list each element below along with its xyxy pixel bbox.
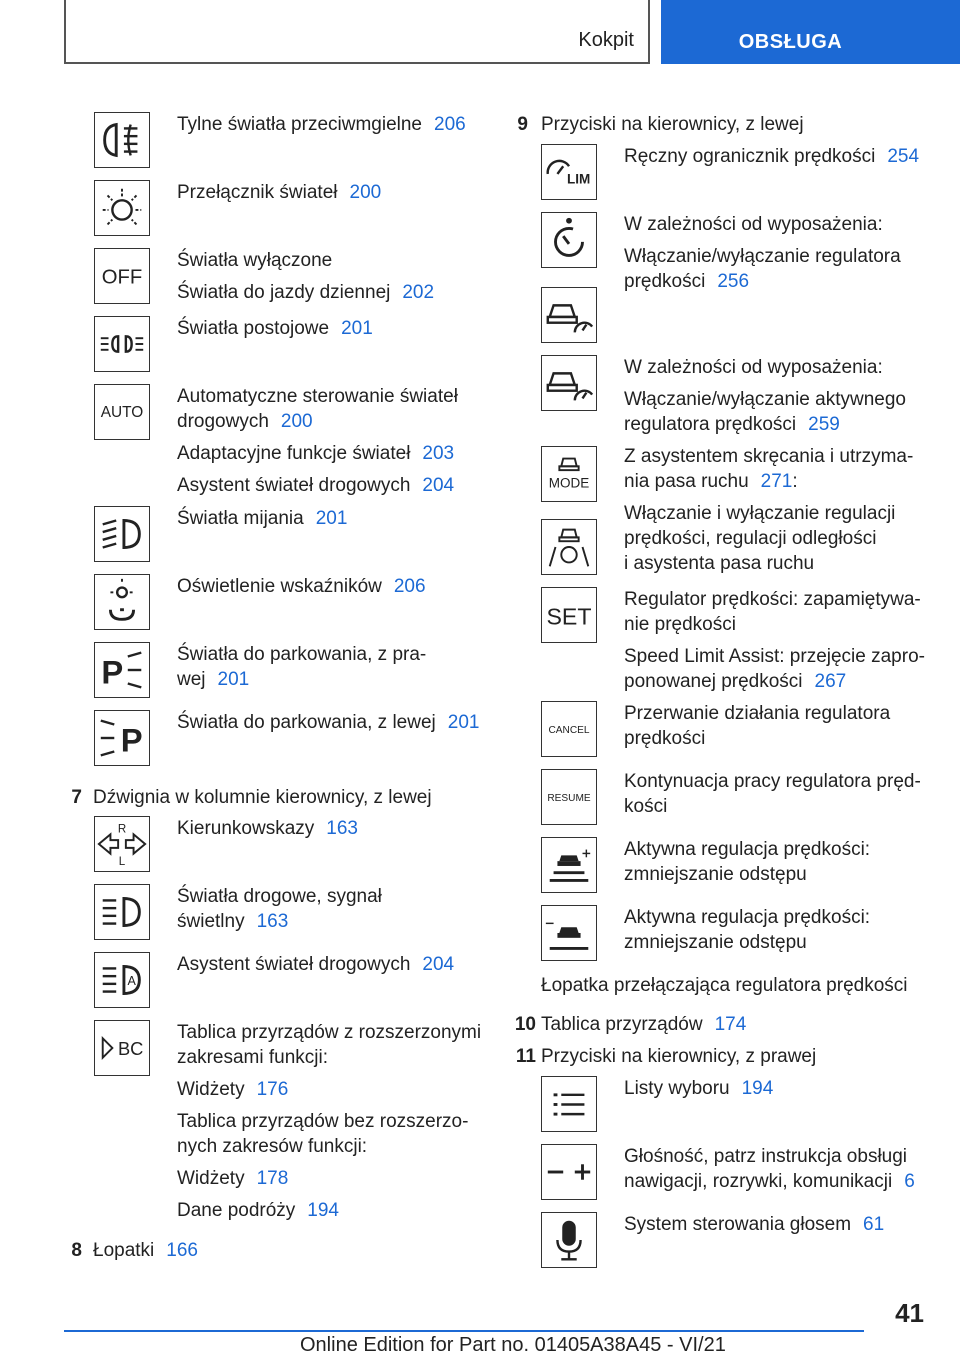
instrument-lighting-label: Oświetlenie wskaźników 206: [177, 576, 426, 597]
widgets-label: Widżety 176: [177, 1079, 289, 1100]
parking-light-right-icon: [94, 642, 150, 698]
page-link[interactable]: 204: [422, 954, 455, 975]
high-beam-label: Światła drogowe, sygnał: [177, 886, 382, 907]
light-switch-label: Przełącznik świateł 200: [177, 182, 382, 203]
page-link[interactable]: 206: [393, 576, 426, 597]
lane-assist-label-2: prędkości, regulacji odległości: [624, 528, 877, 549]
page-link[interactable]: 201: [447, 712, 480, 733]
turn-signal-label: Kierunkowskazy 163: [177, 818, 358, 839]
lane-assist-label: Włączanie i wyłączanie regulacji: [624, 503, 896, 524]
auto-lights-icon: [94, 384, 150, 440]
distance-minus-label-2: zmniejszanie odstępu: [624, 932, 807, 953]
volume-label-2: nawigacji, rozrywki, komunikacji 6: [624, 1171, 915, 1192]
speed-limit-assist-label-2: ponowanej prędkości 267: [624, 671, 847, 692]
high-beam-assistant-icon: [94, 952, 150, 1008]
cancel-label: Przerwanie działania regulatora: [624, 703, 891, 724]
speed-limiter-label: Ręczny ogranicznik prędkości 254: [624, 146, 920, 167]
volume-label: Głośność, patrz instrukcja obsługi: [624, 1146, 908, 1167]
resume-label: Kontynuacja pracy regulatora pręd-: [624, 771, 921, 792]
distance-minus-label: Aktywna regulacja prędkości:: [624, 907, 871, 928]
cancel-label-2: prędkości: [624, 728, 706, 749]
trip-data-label: Dane podróży 194: [177, 1200, 339, 1221]
footer-divider: [64, 1330, 864, 1332]
svg-text:CANCEL: CANCEL: [548, 724, 590, 736]
speed-limiter-icon: [541, 144, 597, 200]
section-title: Tablica przyrządów 174: [541, 1014, 747, 1035]
page-link[interactable]: 201: [315, 508, 348, 529]
page-link[interactable]: 163: [326, 818, 358, 839]
page-number: 41: [895, 1298, 924, 1328]
page-link[interactable]: 254: [887, 146, 920, 167]
page-link[interactable]: 201: [217, 669, 250, 690]
low-beam-icon: [94, 506, 150, 562]
cluster-basic-label-2: nych zakresów funkcji:: [177, 1136, 368, 1157]
instrument-lighting-icon: [94, 574, 150, 630]
voice-control-label: System sterowania głosem 61: [624, 1214, 885, 1235]
page-link[interactable]: 6: [904, 1171, 915, 1192]
mode-icon: [541, 446, 597, 502]
low-beam-label: Światła mijania 201: [177, 508, 348, 529]
section-title: Przyciski na kierownicy, z prawej: [541, 1046, 817, 1067]
lights-off-icon: [94, 248, 150, 304]
page-link[interactable]: 267: [814, 671, 847, 692]
widgets-label-2: Widżety 178: [177, 1168, 289, 1189]
section-title: Łopatki 166: [93, 1240, 198, 1261]
set-label: Regulator prędkości: zapamiętywa-: [624, 589, 921, 610]
parking-right-label: Światła do parkowania, z pra-: [177, 644, 427, 665]
daytime-lights-label: Światła do jazdy dziennej 202: [177, 282, 435, 303]
cruise-label: Włączanie/wyłączanie regulatora: [624, 246, 901, 267]
svg-text:LIM: LIM: [567, 171, 591, 187]
parking-lights-icon: [94, 316, 150, 372]
svg-text:RESUME: RESUME: [547, 792, 591, 804]
active-cruise-icon: [541, 287, 597, 343]
light-switch-icon: [94, 180, 150, 236]
svg-text:SET: SET: [546, 603, 592, 630]
parking-light-left-icon: [94, 710, 150, 766]
resume-label-2: kości: [624, 796, 668, 817]
svg-text:L: L: [118, 856, 126, 869]
speed-limit-assist-label: Speed Limit Assist: przejęcie zapro-: [624, 646, 925, 667]
page-link[interactable]: 256: [717, 271, 750, 292]
list-icon: [541, 1076, 597, 1132]
svg-text:MODE: MODE: [548, 475, 590, 491]
cluster-ext-label: Tablica przyrządów z rozszerzonymi: [177, 1022, 482, 1043]
header-section: Kokpit: [578, 29, 634, 51]
section-title: Dźwignia w kolumnie kierownicy, z lewej: [93, 787, 432, 808]
active-cruise-label-2: regulatora prędkości 259: [624, 414, 840, 435]
header-section-box: [64, 0, 650, 64]
selection-lists-label: Listy wyboru 194: [624, 1078, 774, 1099]
equipment-note: W zależności od wyposażenia:: [624, 357, 883, 378]
steering-assist-label-2: nia pasa ruchu 271:: [624, 471, 798, 492]
svg-text:P: P: [101, 653, 124, 691]
cluster-ext-label-2: zakresami funkcji:: [177, 1047, 328, 1068]
section-number: 10: [514, 1014, 536, 1035]
high-beam-label-2: świetlny 163: [177, 911, 289, 932]
equipment-note: W zależności od wyposażenia:: [624, 214, 883, 235]
resume-icon: [541, 769, 597, 825]
paddle-label: Łopatka przełączająca regulatora prędkości: [541, 975, 908, 996]
page-link[interactable]: 166: [166, 1240, 198, 1261]
parking-right-label-2: wej 201: [177, 669, 250, 690]
high-beam-assistant-label: Asystent świateł drogowych 204: [177, 954, 455, 975]
auto-lights-label: Automatyczne sterowanie świateł: [177, 386, 458, 407]
svg-text:A: A: [127, 973, 136, 988]
page-link[interactable]: 271: [760, 471, 793, 492]
rear-fog-light-icon: [94, 112, 150, 168]
parking-left-label: Światła do parkowania, z lewej 201: [177, 712, 480, 733]
cluster-basic-label: Tablica przyrządów bez rozszerzo-: [177, 1111, 469, 1132]
volume-icon: [541, 1144, 597, 1200]
page-link[interactable]: 174: [714, 1014, 747, 1035]
distance-plus-label: Aktywna regulacja prędkości:: [624, 839, 871, 860]
lane-assist-icon: [541, 519, 597, 575]
distance-plus-icon: [541, 837, 597, 893]
page-link[interactable]: 178: [256, 1168, 289, 1189]
turn-signal-icon: [94, 816, 150, 872]
section-number: 7: [71, 787, 82, 808]
parking-lights-label: Światła postojowe 201: [177, 318, 373, 339]
board-computer-icon: [94, 1020, 150, 1076]
section-number: 8: [71, 1240, 82, 1261]
page-link[interactable]: 204: [422, 475, 455, 496]
cruise-label-2: prędkości 256: [624, 271, 750, 292]
section-number: 9: [517, 114, 528, 135]
high-beam-icon: [94, 884, 150, 940]
auto-lights-label-2: drogowych 200: [177, 411, 313, 432]
svg-text:BC: BC: [117, 1037, 144, 1059]
page-link[interactable]: 176: [256, 1079, 289, 1100]
svg-text:R: R: [117, 823, 127, 836]
high-beam-assist-label: Asystent świateł drogowych 204: [177, 475, 455, 496]
active-cruise-label: Włączanie/wyłączanie aktywnego: [624, 389, 906, 410]
page-link[interactable]: 203: [422, 443, 455, 464]
page-link[interactable]: 163: [256, 911, 289, 932]
cruise-control-icon: [541, 212, 597, 268]
set-icon: [541, 587, 597, 643]
page-link[interactable]: 201: [341, 318, 373, 339]
page-link[interactable]: 200: [349, 182, 382, 203]
footer-edition: Online Edition for Part no. 01405A38A45 - VI/21: [300, 1334, 726, 1356]
lane-assist-label-3: i asystenta pasa ruchu: [624, 553, 815, 574]
cancel-icon: [541, 701, 597, 757]
page-link[interactable]: 194: [307, 1200, 339, 1221]
page-link[interactable]: 202: [402, 282, 435, 303]
page-link[interactable]: 194: [741, 1078, 774, 1099]
distance-plus-label-2: zmniejszanie odstępu: [624, 864, 807, 885]
page-link[interactable]: 206: [434, 114, 466, 135]
page-link[interactable]: 200: [280, 411, 313, 432]
microphone-icon: [541, 1212, 597, 1268]
adaptive-lights-label: Adaptacyjne funkcje świateł 203: [177, 443, 455, 464]
section-number: 11: [515, 1046, 536, 1067]
rear-fog-light-label: Tylne światła przeciwmgielne 206: [177, 114, 466, 135]
section-title: Przyciski na kierownicy, z lewej: [541, 114, 804, 135]
active-cruise-icon-2: [541, 355, 597, 411]
page-link[interactable]: 259: [808, 414, 840, 435]
lights-off-label: Światła wyłączone: [177, 250, 333, 271]
svg-text:AUTO: AUTO: [100, 403, 144, 421]
svg-text:P: P: [120, 721, 143, 759]
page-link[interactable]: 61: [863, 1214, 885, 1235]
set-label-2: nie prędkości: [624, 614, 736, 635]
header-chapter-tab[interactable]: [661, 0, 960, 64]
header-chapter: OBSŁUGA: [738, 31, 843, 53]
svg-text:OFF: OFF: [101, 266, 143, 289]
steering-assist-label: Z asystentem skręcania i utrzyma-: [624, 446, 914, 467]
distance-minus-icon: [541, 905, 597, 961]
